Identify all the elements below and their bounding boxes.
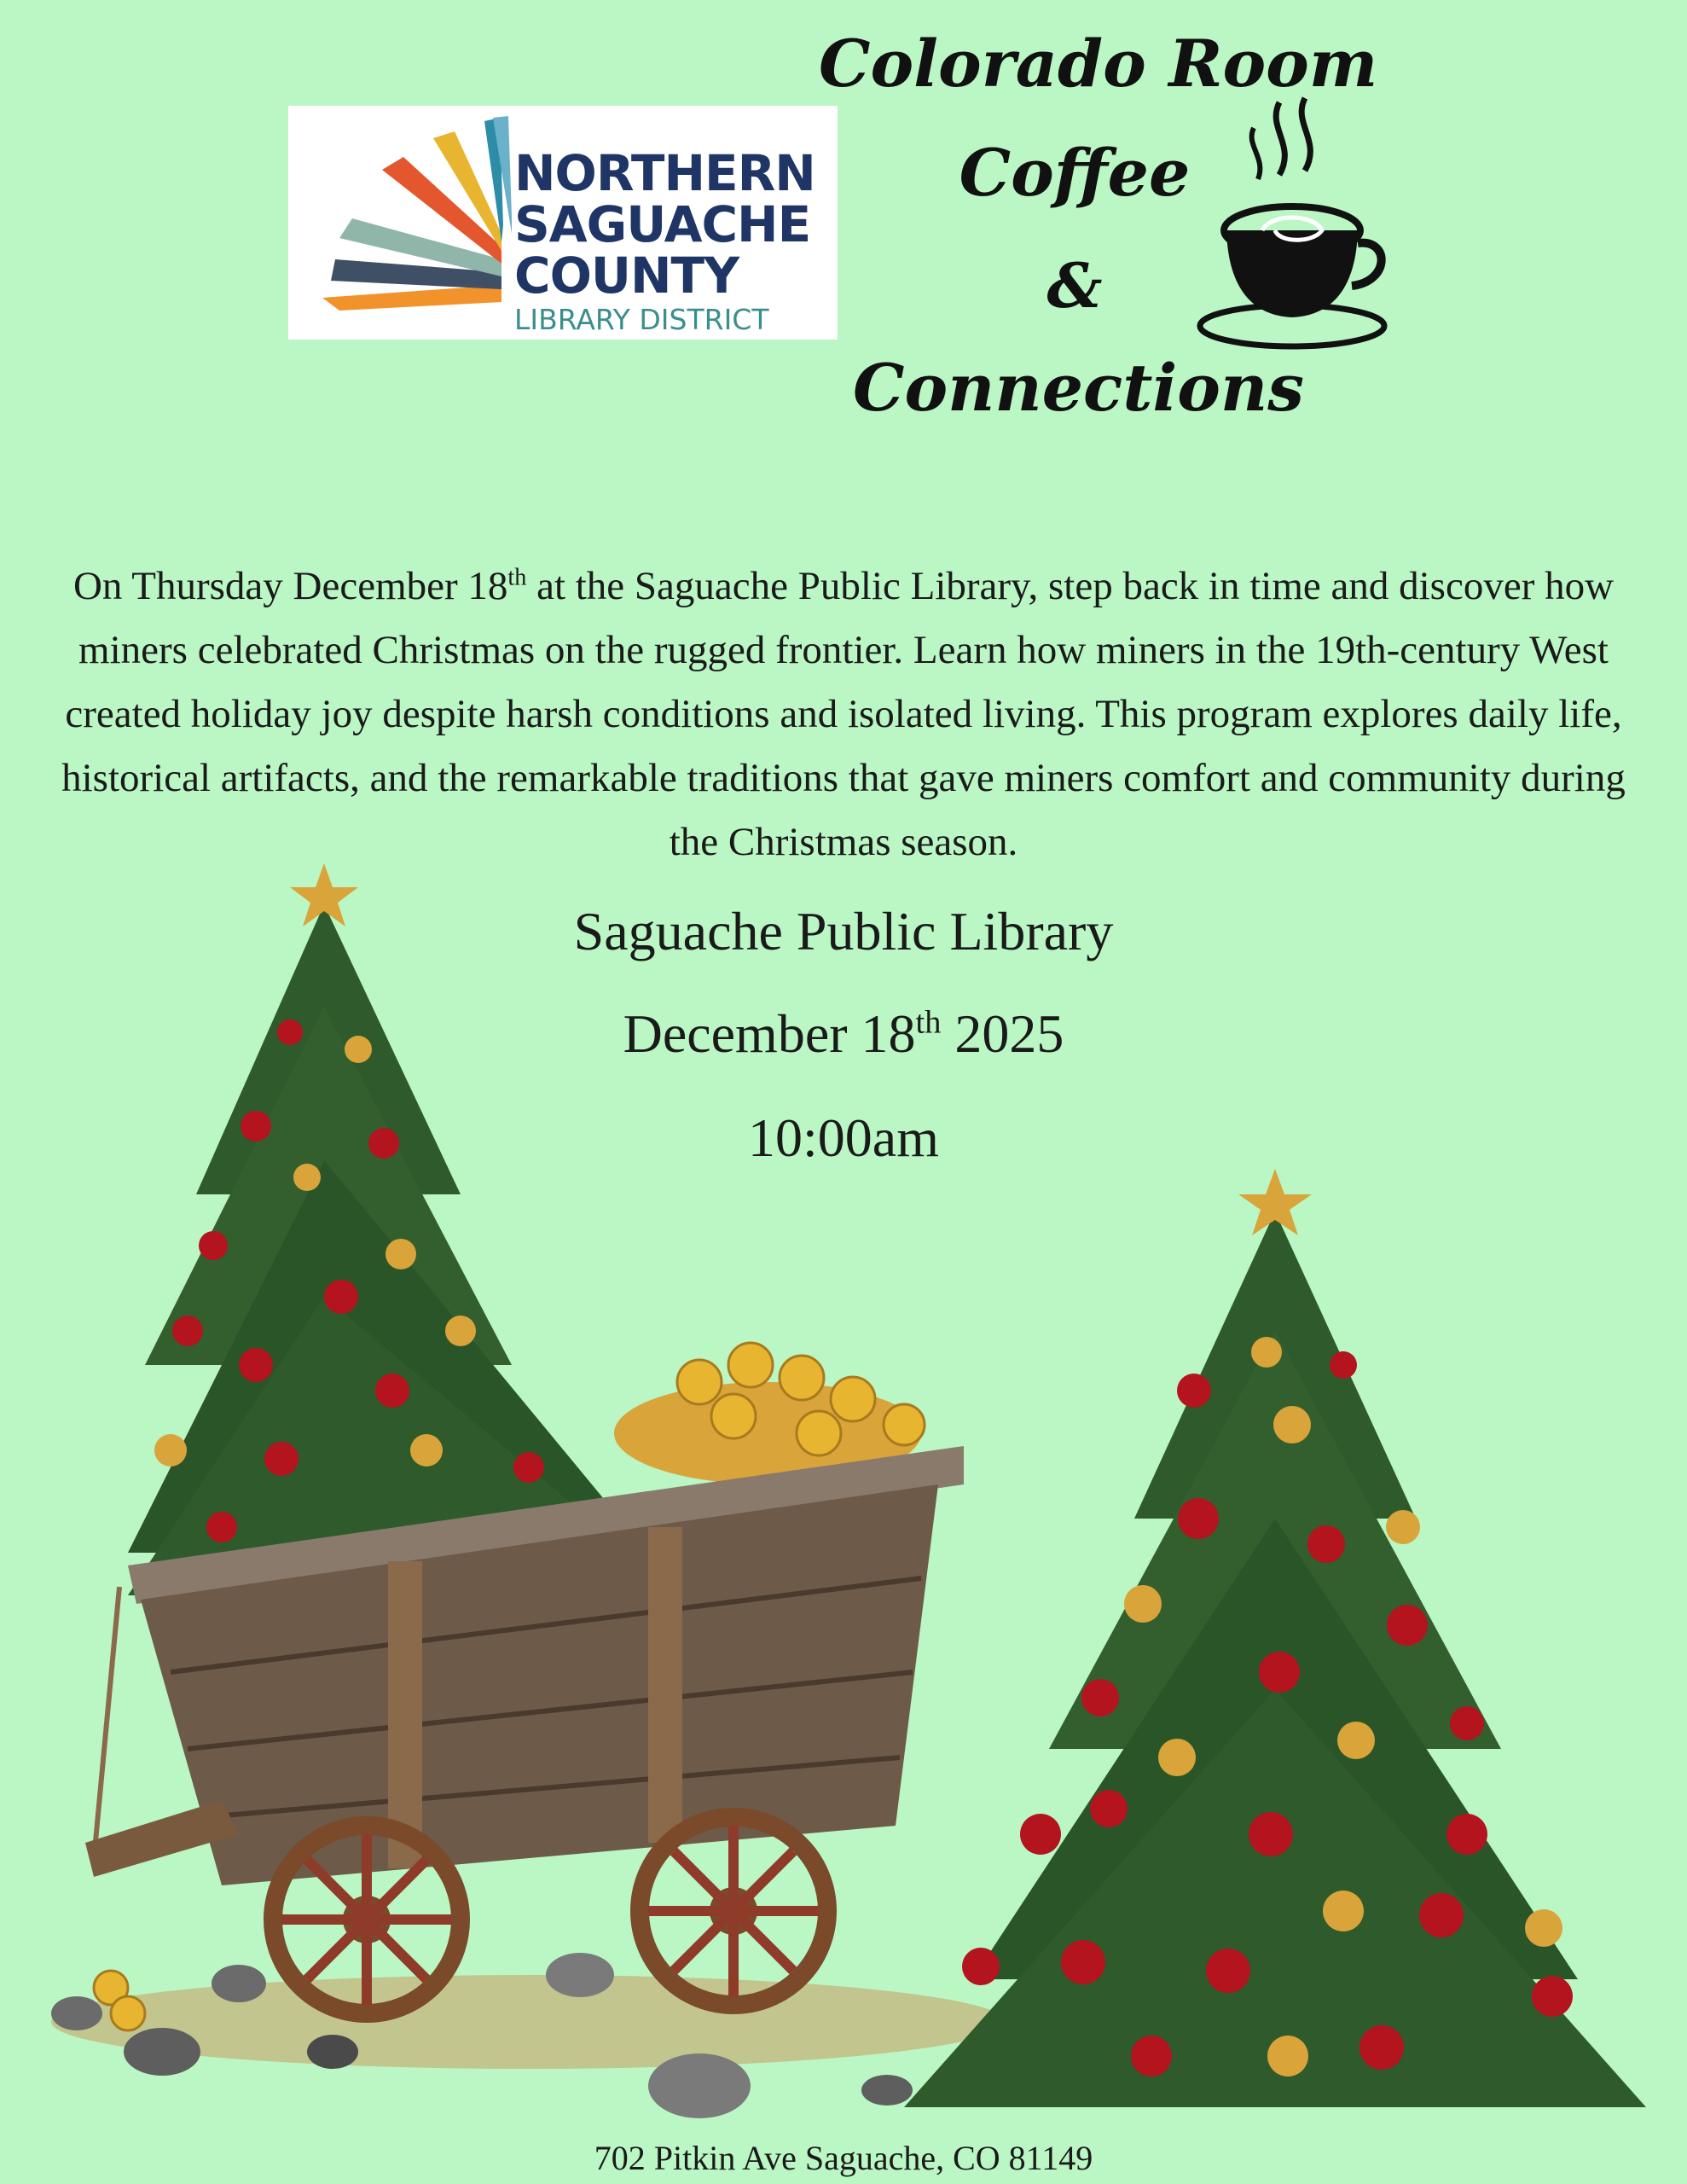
logo-line-4: LIBRARY DISTRICT	[514, 303, 769, 336]
event-time: 10:00am	[748, 1107, 939, 1168]
title-line-1: Colorado Room	[819, 26, 1378, 102]
event-date-ordinal: th	[915, 1004, 942, 1041]
title-line-3: &	[1046, 249, 1103, 322]
title-line-2: Coffee	[959, 135, 1191, 211]
event-date-part-1: December 18	[623, 1003, 916, 1064]
right-christmas-tree	[904, 1169, 1646, 2107]
logo-line-1: NORTHERN	[514, 144, 815, 202]
description-ordinal: th	[507, 564, 527, 591]
description-part-2: at the Saguache Public Library, step back in time and discover how miners celebrated Christmas on the rugged frontier. Learn how miners in the 19th-century West created holiday joy despite harsh conditions and isolated living. This program explores daily life, historical artifacts, and the remarkable traditions that gave miners comfort and community during the Christmas season.	[61, 564, 1626, 864]
description-part-1: On Thursday December 18	[72, 564, 508, 608]
event-date-part-2: 2025	[941, 1003, 1064, 1064]
event-location: Saguache Public Library	[573, 901, 1114, 961]
left-christmas-tree	[128, 863, 682, 1595]
address: 702 Pitkin Ave Saguache, CO 81149	[594, 2139, 1093, 2177]
logo-line-2: SAGUACHE	[514, 195, 811, 253]
title-line-4: Connections	[853, 350, 1305, 426]
logo-line-3: COUNTY	[514, 247, 739, 305]
cart-wheel-left-icon	[273, 1826, 461, 2013]
cart-wheel-right-icon	[640, 1817, 827, 2005]
